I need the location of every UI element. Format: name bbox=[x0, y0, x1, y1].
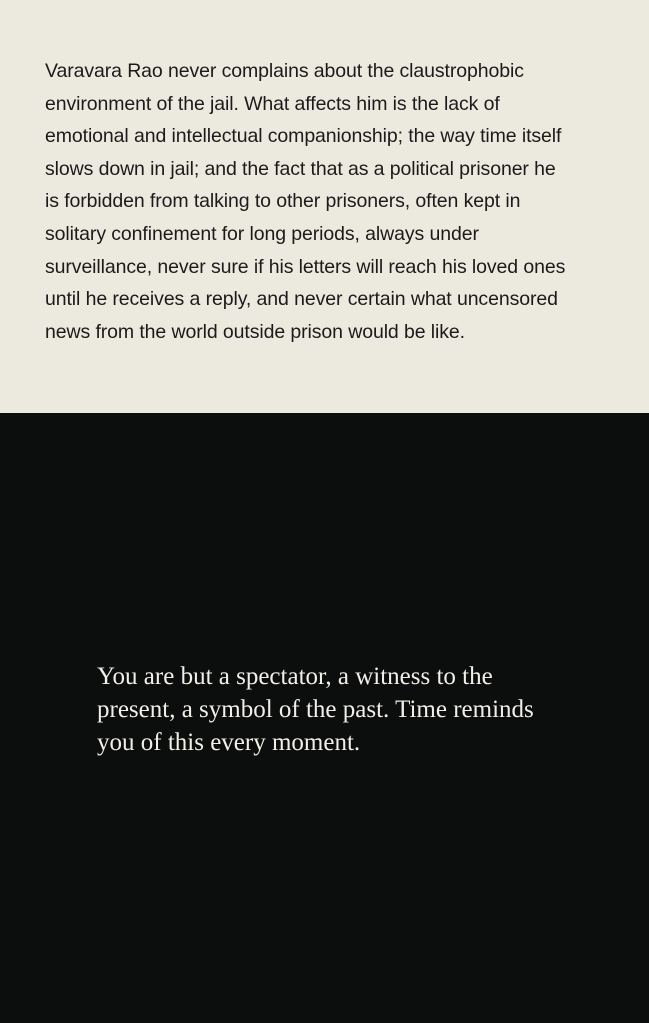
article-paragraph: Varavara Rao never complains about the claustrophobic environment of the jail. What affects him is the lack of emotional and intellectual companionship; the way time itself slows down in jail; and the fact that as a political prisoner he is forbidden from talking to other prisoners, often kept in solitary confinement for long periods, always under surveillance, never sure if his letters will reach his loved ones until he receives a reply, and never certain what uncensored news from the world outside prison would be like. bbox=[45, 60, 566, 343]
pull-quote-panel bbox=[0, 413, 649, 1023]
pull-quote: You are but a spectator, a witness to the present, a symbol of the past. Time reminds you of this every moment. bbox=[97, 663, 534, 756]
article-text-panel bbox=[0, 0, 649, 413]
